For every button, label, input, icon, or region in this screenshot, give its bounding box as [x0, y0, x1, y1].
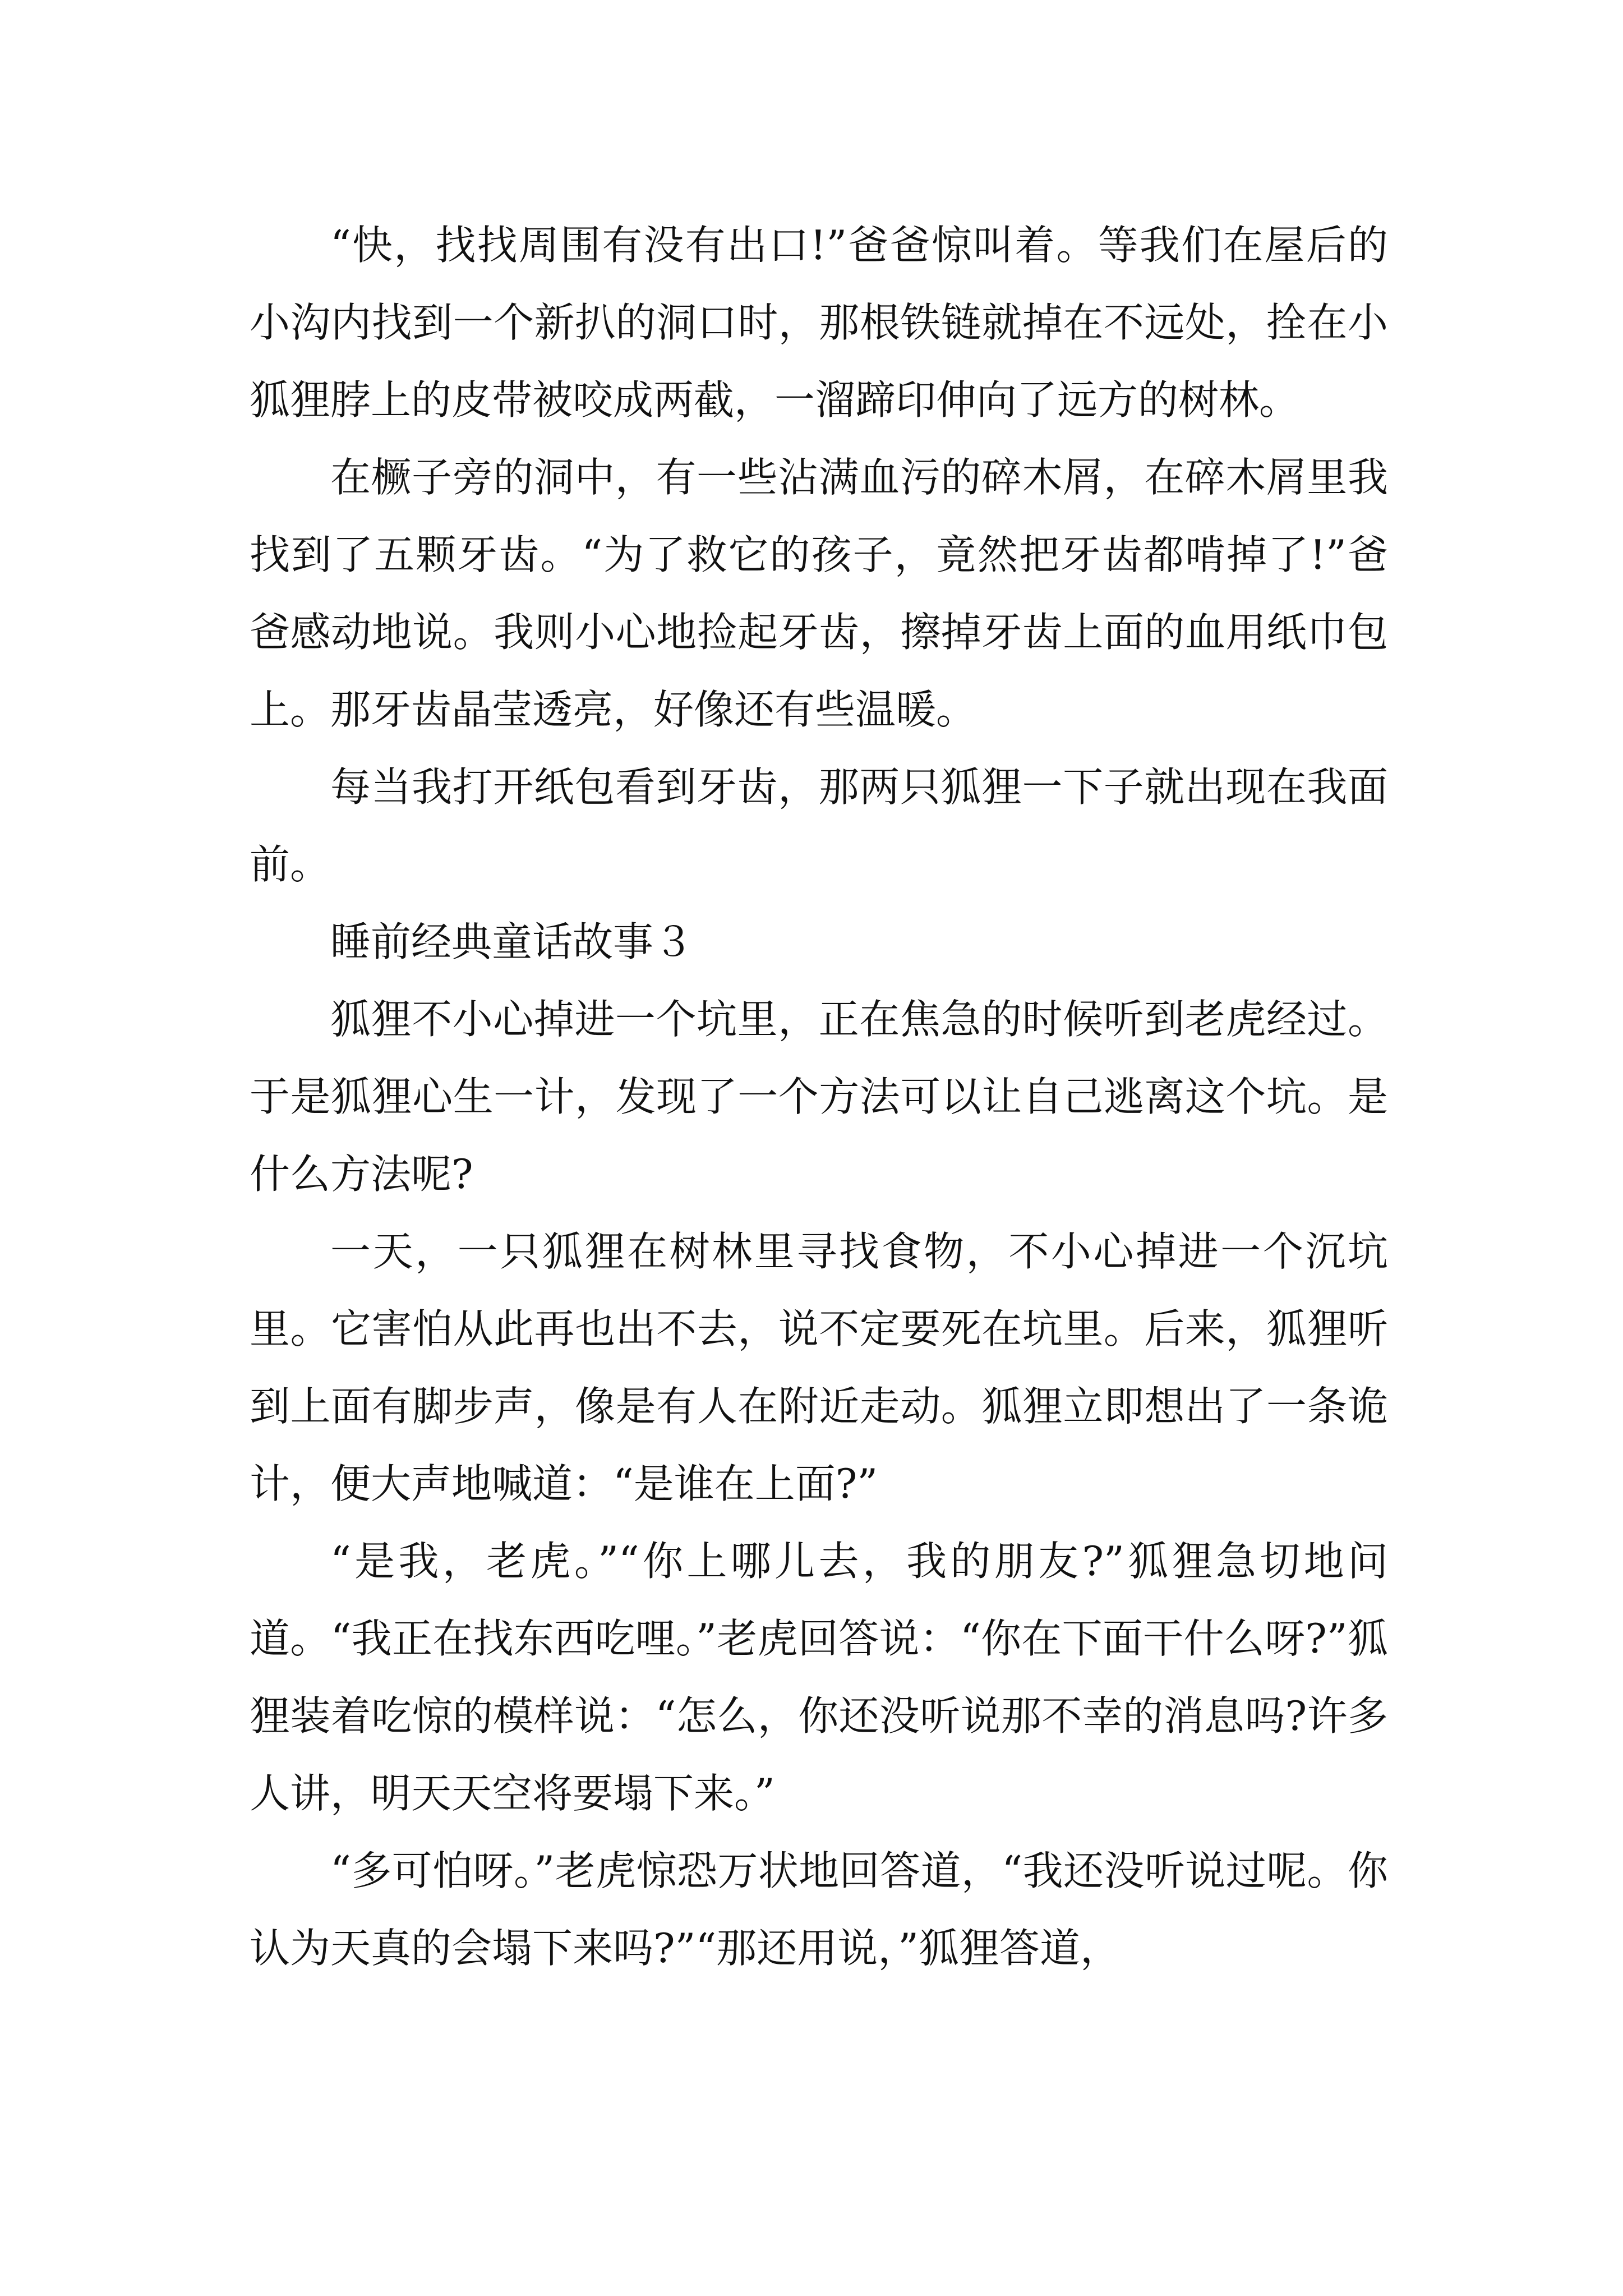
document-body	[250, 206, 1388, 1987]
paragraph-3: 每当我打开纸包看到牙齿，那两只狐狸一下子就出现在我面前。	[250, 763, 1388, 888]
paragraph-6: “是我，老虎。”“你上哪儿去，我的朋友?”狐狸急切地问道。“我正在找东西吃哩。”老虎回答说：“你在下面干什么呀?”狐狸装着吃惊的模样说：“怎么，你还没听说那不幸的消息吗?许多人讲，明天天空将要塌下来。”	[250, 1538, 1388, 1817]
paragraph-4: 狐狸不小心掉进一个坑里，正在焦急的时候听到老虎经过。于是狐狸心生一计，发现了一个方法可以让自己逃离这个坑。是什么方法呢?	[250, 996, 1388, 1198]
paragraph-5: 一天，一只狐狸在树林里寻找食物，不小心掉进一个沉坑里。它害怕从此再也出不去，说不定要死在坑里。后来，狐狸听到上面有脚步声，像是有人在附近走动。狐狸立即想出了一条诡计，便大声地喊道：“是谁在上面?”	[250, 1228, 1388, 1507]
paragraph-7: “多可怕呀。”老虎惊恐万状地回答道，“我还没听说过呢。你认为天真的会塌下来吗?”“那还用说，”狐狸答道，	[250, 1847, 1388, 1972]
paragraph-1: “快，找找周围有没有出口!”爸爸惊叫着。等我们在屋后的小沟内找到一个新扒的洞口时，那根铁链就掉在不远处，拴在小狐狸脖上的皮带被咬成两截，一溜蹄印伸向了远方的树林。	[250, 222, 1388, 424]
paragraph-2: 在橛子旁的洞中，有一些沾满血污的碎木屑，在碎木屑里我找到了五颗牙齿。“为了救它的孩子，竟然把牙齿都啃掉了!”爸爸感动地说。我则小心地捡起牙齿，擦掉牙齿上面的血用纸巾包上。那牙齿晶莹透亮，好像还有些温暖。	[250, 454, 1388, 733]
section-heading: 睡前经典童话故事３	[330, 918, 694, 965]
